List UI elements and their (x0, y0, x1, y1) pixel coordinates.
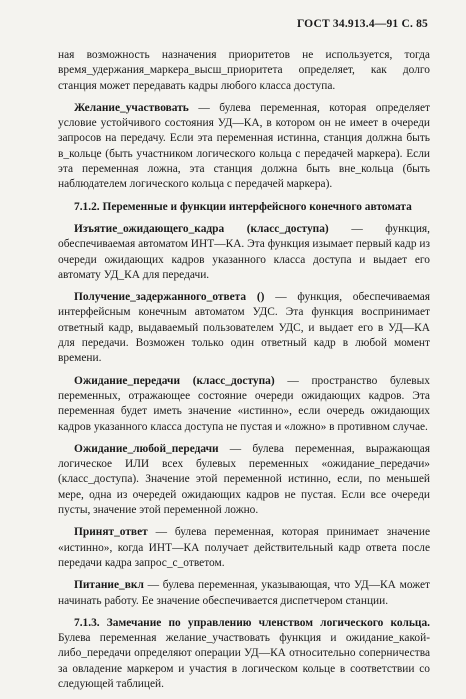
paragraph-ozhidanie-peredachi (58, 374, 430, 435)
paragraph-text: — булева переменная, указывающая, что УД—КА может начинать работу. Ее значение обеспечивается диспетчером станции. (58, 579, 430, 607)
term: Изъятие_ожидающего_кадра (класс_доступа) (74, 222, 329, 235)
term: Ожидание_передачи (класс_доступа) (74, 374, 275, 387)
paragraph-continuation (58, 48, 430, 94)
paragraph-zhelanie-uchastvovat (58, 101, 430, 193)
paragraph-text: — пространство булевых переменных, отражающее состояние очереди ожидающих кадров. Эта переменная будет иметь значение «истинно», если очередь ожидающих кадров указанного класса доступа не пустая и «ложно» в противном случае. (58, 374, 430, 433)
paragraph-text: — функция, обеспечиваемая автоматом ИНТ—КА. Эта функция изымает первый кадр из очереди ожидающих кадров указанного класса доступа и выдает его автомату УД_КА для передачи. (58, 222, 430, 281)
paragraph-prinyat-otvet (58, 525, 430, 571)
term: Принят_ответ (74, 526, 148, 539)
section-heading-7-1-2 (58, 200, 430, 215)
term: Питание_вкл (74, 579, 144, 592)
page-header: ГОСТ 34.913.4—91 С. 85 (296, 18, 428, 30)
term: Получение_задержанного_ответа () (74, 291, 265, 304)
paragraph-text: Булева переменная желание_участвовать функция и ожидание_какой-либо_передачи определяют операции УД—КА относительно соперничества за овладение маркером и участия в логическом кольце в соответствии со следующей таблицей. (58, 632, 430, 690)
paragraph-izyatie (58, 222, 430, 283)
paragraph-7-1-3 (58, 616, 430, 692)
paragraph-text: — булева переменная, которая определяет условие устойчивого состояния УД—КА, в котором он не имеет в очереди запросов на передачу. Если эта переменная истинна, станция должна быть в_кольце (быть участником логического кольца с передачей маркера). Если эта переменная ложна, эта станция должна быть вне_кольца (быть наблюдателем логического кольца с передачей маркера). (58, 101, 430, 191)
paragraph-poluchenie (58, 290, 430, 366)
paragraph-text: — булева переменная, которая принимает значение «истинно», когда ИНТ—КА получает действительный кадр ответа после передачи кадра запрос_с_ответом. (58, 526, 430, 569)
term: Желание_участвовать (74, 101, 189, 114)
section-heading-text: 7.1.3. Замечание по управлению членством логического кольца. (74, 616, 430, 629)
term: Ожидание_любой_передачи (74, 442, 219, 455)
paragraph-text: — булева переменная, выражающая логическое ИЛИ всех булевых переменных «ожидание_передачи» (класс_доступа). Значение этой переменной истинно, если, по меньшей мере, одна из очередей ожидающих кадров не пустая. Если все очереди пусты, значение этой переменной ложно. (58, 442, 430, 517)
paragraph-text: — функция, обеспечиваемая интерфейсным конечным автоматом УДС. Эта функция воспринимает ответный кадр, выдаваемый пользователем УДС, и выдает его в УД—КА для передачи. Возможен только один ответный кадр в любой момент времени. (58, 291, 430, 365)
document-body (58, 48, 430, 699)
section-heading-text: 7.1.2. Переменные и функции интерфейсного конечного автомата (74, 200, 412, 213)
paragraph-ozhidanie-lyuboy (58, 442, 430, 518)
paragraph-text: ная возможность назначения приоритетов не используется, тогда время_удержания_маркера_высш_приоритета определяет, как долго станция может передавать кадры любого класса доступа. (58, 49, 430, 92)
paragraph-pitanie-vkl (58, 578, 430, 609)
